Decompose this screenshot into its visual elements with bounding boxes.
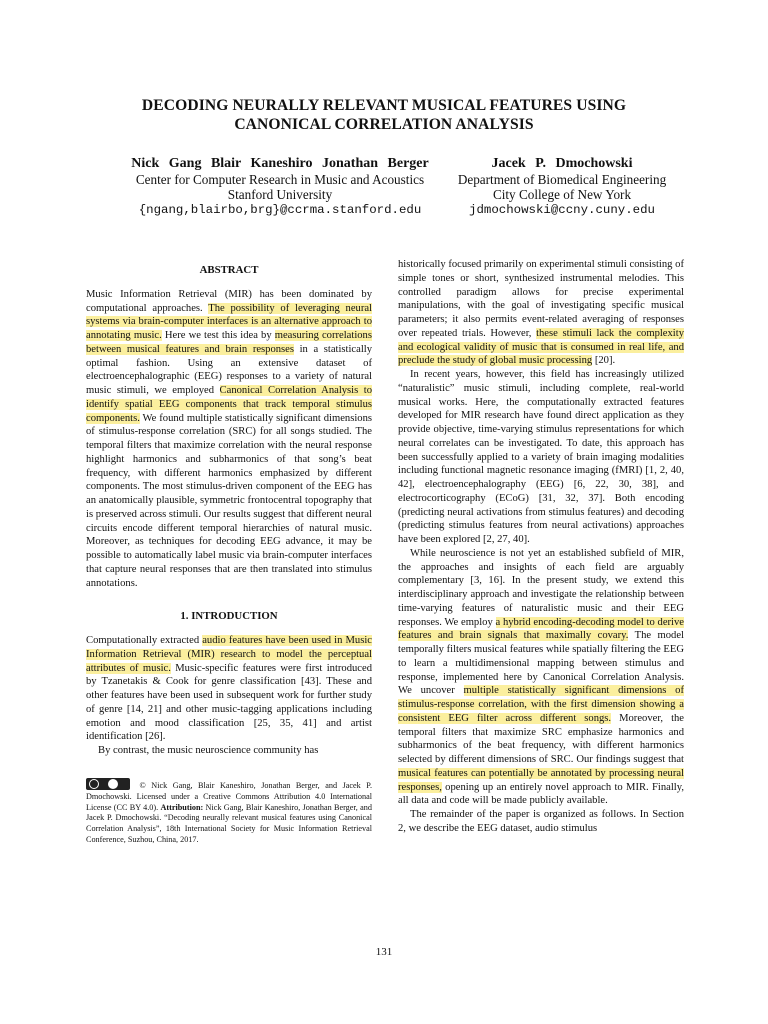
highlighted-text: measuring correlations between musical features and brain responses <box>86 330 372 355</box>
page-number: 131 <box>375 946 393 958</box>
highlighted-text: The possibility of leveraging neural systems via brain-computer interfaces is an alternative approach to annotating music. <box>86 302 372 341</box>
paper-title <box>60 96 708 134</box>
body-paragraph: The remainder of the paper is organized as follows. In Section 2, we describe the EEG dataset, audio stimulus <box>398 809 684 834</box>
author-institution: Stanford University <box>227 187 333 203</box>
body-text-segment: historically focused primarily on experimental stimuli consisting of simple tones or short, synthesized instrumental melodies. This controlled paradigm allows for precise experimental manipulations, with the goal of investigating specific musical parameters; it also permits event-related averaging of responses over repeated trials. However, <box>398 259 684 339</box>
license-text: © Nick Gang, Blair Kaneshiro, Jonathan Berger, and Jacek P. Dmochowski. Licensed under a Creative Commons Attribution 4.0 International License (CC BY 4.0). <box>86 780 372 812</box>
highlighted-text: Canonical Correlation Analysis to identify spatial EEG components that track temporal stimulus components. <box>86 385 372 424</box>
intro-text-segment: Music-specific features were first introduced by Tzanetakis & Cook for genre classification [43]. These and other features have been used in subsequent work for further study of genre [14, 21] and other music-tagging applications including emotion and mood classification [25, 35, 41] and artist identification [26]. <box>86 662 373 743</box>
left-column <box>86 258 372 846</box>
highlighted-text: a hybrid encoding-decoding model to derive features and brain signals that maximally covary. <box>398 616 684 642</box>
author-affiliation: Center for Computer Research in Music and Acoustics <box>135 171 425 187</box>
author-email: jdmochowski@ccny.cuny.edu <box>469 202 655 217</box>
abstract-heading: ABSTRACT <box>199 264 259 276</box>
body-text-segment: opening up an entirely novel approach to MIR. Finally, all data and code will be made publicly available. <box>398 781 684 807</box>
author-names: Jacek P. Dmochowski <box>491 156 633 171</box>
body-text-segment: Moreover, the temporal filters that maximize SRC emphasize harmonics and subharmonics of the beat frequency, with different harmonics selected by different dimensions of SRC. Our findings suggest that <box>398 712 685 765</box>
introduction-heading: 1. INTRODUCTION <box>180 610 278 623</box>
author-affiliation: Department of Biomedical Engineering <box>457 171 667 187</box>
body-text-segment: The model temporally filters musical features while spatially filtering the EEG to learn a multidimensional mapping between stimulus and response, implemented here by Canonical Correlation Analysis. We uncover <box>398 630 684 697</box>
author-institution: City College of New York <box>492 187 632 203</box>
highlighted-text: multiple statistically significant dimensions of stimulus-response correlation, with the first dimension showing a consistent EEG filter across different songs. <box>398 685 684 724</box>
author-names: Nick Gang Blair Kaneshiro Jonathan Berger <box>131 156 429 171</box>
author-block-ccny <box>446 156 678 218</box>
body-text-segment: [20]. <box>592 355 616 367</box>
right-column <box>398 258 684 836</box>
abstract-text <box>86 288 372 591</box>
title-line-1: DECODING NEURALLY RELEVANT MUSICAL FEATURES USING <box>141 97 627 114</box>
author-email: {ngang,blairbo,brg}@ccrma.stanford.edu <box>138 202 422 217</box>
license-text: Nick Gang, Blair Kaneshiro, Jonathan Berger, and Jacek P. Dmochowski. “Decoding neurally relevant musical features using Canonical Correlation Analysis”, 18th International Society for Music Information Retrieval Conference, Suzhou, China, 2017. <box>86 802 372 845</box>
title-line-2: CANONICAL CORRELATION ANALYSIS <box>234 116 534 133</box>
cc-by-icon <box>86 778 130 790</box>
highlighted-text: musical features can potentially be annotated by processing neural responses, <box>398 767 684 793</box>
license-attribution-label: Attribution: <box>160 802 204 812</box>
abstract-text-segment: in a statistically optimal fashion. Using an extensive dataset of electroencephalographic (EEG) responses to a variety of natural music stimuli, we employed <box>86 343 373 396</box>
body-paragraph <box>398 547 684 808</box>
body-paragraph <box>398 258 684 368</box>
abstract-text-segment: Here we test this idea by <box>161 330 275 341</box>
highlighted-text: these stimuli lack the complexity and ecological validity of music that is consumed in real life, and preclude the study of global music processing <box>398 327 684 367</box>
highlighted-text: audio features have been used in Music Information Retrieval (MIR) research to model the perceptual attributes of music. <box>86 635 372 674</box>
intro-text-segment: Computationally extracted <box>86 635 203 646</box>
abstract-text-segment: We found multiple statistically significant dimensions of stimulus-response correlation (SRC) for all songs studied. The temporal filters that maximize correlation with the neural response highlight harmonics and subharmonics of that song’s beat frequency, with different harmonics emphasized by different components. The most stimulus-driven component of the EEG has an anatomically plausible, symmetric frontocentral topography that is preserved across stimuli. Our results suggest that different neural circuits encode different temporal hierarchies of natural music. Moreover, as techniques for decoding EEG advance, it may be possible to automatically label music via brain-computer interfaces that capture neural responses that are then translated into stimulus annotations. <box>86 412 372 589</box>
abstract-text-segment: Music Information Retrieval (MIR) has been dominated by computational approaches. <box>86 288 372 314</box>
body-paragraph: In recent years, however, this field has increasingly utilized “naturalistic” music stimuli, including complete, real-world musical works. Here, the computationally extracted features developed for MIR research have found direct application as they provide objective, time-varying stimulus representations for which neural correlates can be investigated. To date, this approach has been successfully applied to a variety of brain imaging modalities including functional magnetic resonance imaging (fMRI) [1, 2, 40, 42], electroencephalography (EEG) [6, 22, 30, 38], and electrocorticography (ECoG) [31, 32, 37]. Both encoding (predicting neural activations from stimulus features) and decoding (predicting stimulus features from neural activations) approaches have been explored [2, 27, 40]. <box>398 369 684 545</box>
license-footnote <box>86 778 372 846</box>
intro-paragraph: By contrast, the music neuroscience community has <box>98 745 319 756</box>
author-block-stanford <box>98 156 462 218</box>
body-text-segment: While neuroscience is not yet an established subfield of MIR, the approaches and insights of each field are arguably complementary [3, 16]. In the present study, we extend this interdisciplinary approach and investigate the relationship between time-varying features of naturalistic music and their EEG responses. We employ <box>398 547 684 628</box>
intro-paragraph <box>86 634 372 744</box>
